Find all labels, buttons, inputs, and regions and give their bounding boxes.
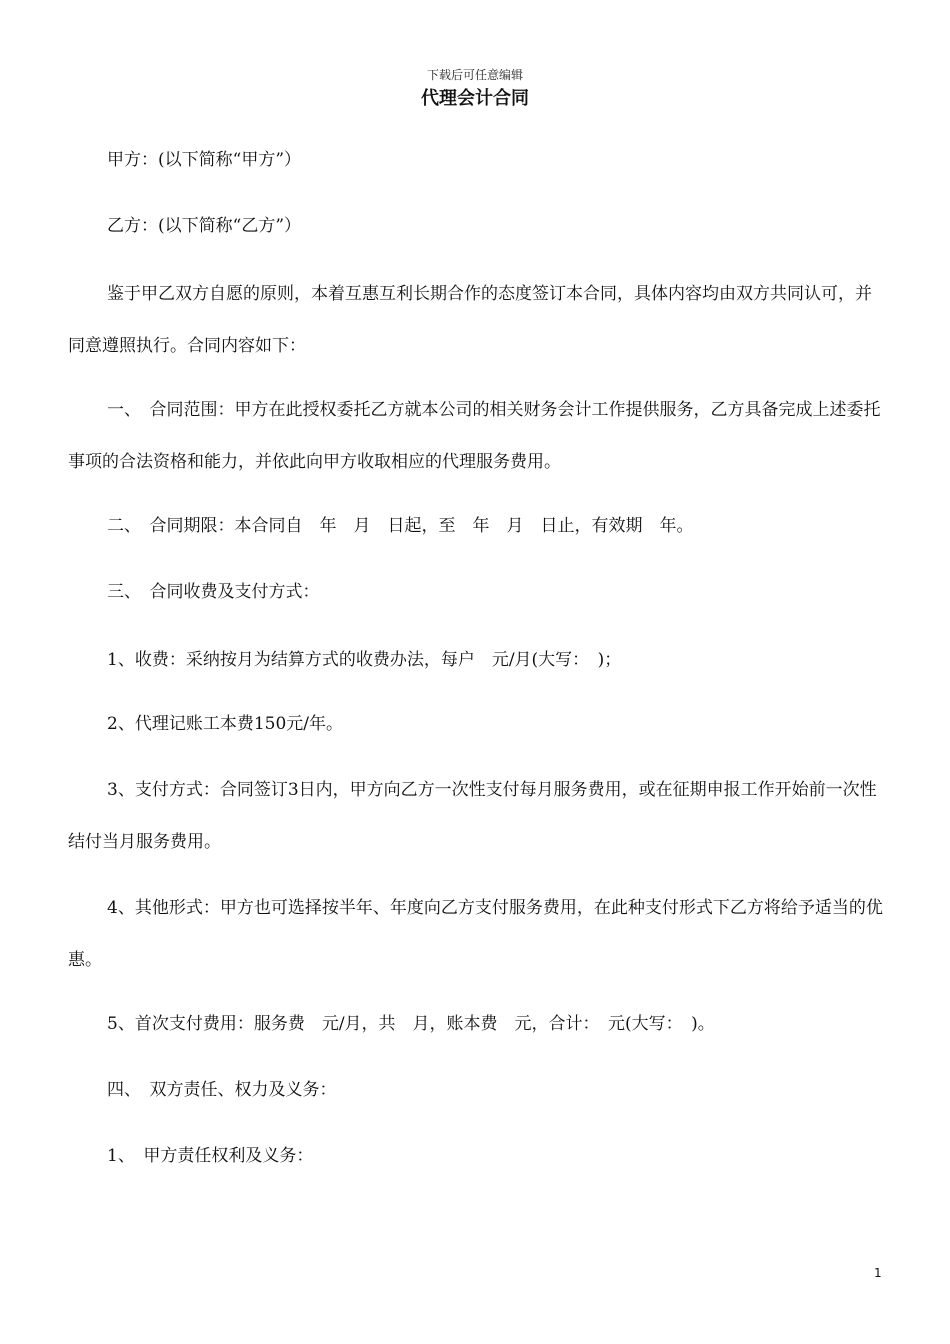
section-2-term: 二、 合同期限：本合同自 年 月 日起，至 年 月 日止，有效期 年。: [107, 516, 694, 536]
page-number: 1: [874, 1266, 882, 1280]
preamble-paragraph: 鉴于甲乙双方自愿的原则，本着互惠互利长期合作的态度签订本合同，具体内容均由双方共同认可，并同意遵照执行。合同内容如下：: [68, 284, 872, 356]
section-4-heading: 四、 双方责任、权力及义务：: [107, 1080, 337, 1100]
header-note: 下载后可任意编辑: [426, 68, 523, 82]
item-4-1-party-a-duties: 1、 甲方责任权利及义务：: [107, 1146, 314, 1166]
item-3-5-first-payment: 5、首次支付费用：服务费 元/月，共 月，账本费 元，合计： 元(大写： )。: [107, 1014, 715, 1034]
item-3-1-fee: 1、收费：采纳按月为结算方式的收费办法，每户 元/月(大写： )；: [107, 650, 622, 670]
section-3-heading: 三、 合同收费及支付方式：: [107, 582, 320, 602]
section-1-scope: 一、 合同范围：甲方在此授权委托乙方就本公司的相关财务会计工作提供服务，乙方具备完成上述委托事项的合法资格和能力，并依此向甲方收取相应的代理服务费用。: [68, 400, 881, 472]
item-3-3-payment-method: 3、支付方式：合同签订3日内，甲方向乙方一次性支付每月服务费用，或在征期申报工作开始前一次性结付当月服务费用。: [68, 780, 877, 852]
party-a-line: 甲方：(以下简称“甲方”）: [107, 150, 302, 170]
item-3-2-book-fee: 2、代理记账工本费150元/年。: [107, 714, 343, 734]
party-b-line: 乙方：(以下简称“乙方”）: [107, 216, 302, 236]
item-3-4-other-forms: 4、其他形式：甲方也可选择按半年、年度向乙方支付服务费用，在此种支付形式下乙方将给予适当的优惠。: [68, 898, 883, 970]
document-title: 代理会计合同: [421, 88, 529, 109]
